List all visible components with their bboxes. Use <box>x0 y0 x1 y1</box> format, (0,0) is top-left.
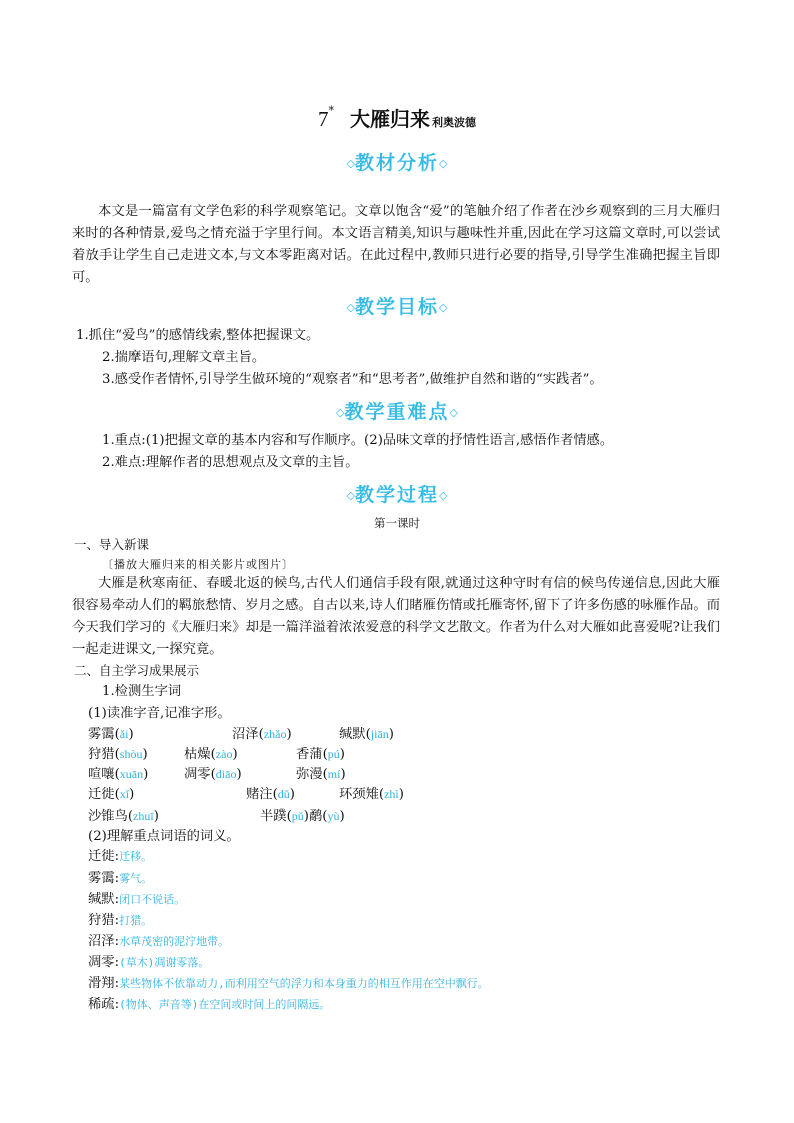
pinyin-entry: 雾霭(ǎi) <box>88 727 134 742</box>
section-heading-analysis: ◇教材分析◇ <box>346 152 448 174</box>
period-label: 第一课时 <box>374 516 420 530</box>
section-heading-key-points: ◇教学重难点◇ <box>336 401 458 423</box>
pinyin-entry: 弥漫(mí) <box>296 767 346 782</box>
pinyin-entry: 枯燥(zào) <box>184 747 238 762</box>
part1-paragraph: 大雁是秋寒南征、春暖北返的候鸟,古代人们通信手段有限,就通过这种守时有信的候鸟传递信息,因此大雁很容易牵动人们的羁旅愁情、岁月之感。自古以来,诗人们睹雁伤情或托雁寄怀,留下了许多伤感的咏雁作品。而今天我们学习的《大雁归来》却是一篇洋溢着浓浓爱意的科学文艺散文。作者为什么对大雁如此喜爱呢?让我们一起走进课文,一探究竟。 <box>72 576 720 657</box>
pinyin-entry: 香蒲(pú) <box>296 747 345 762</box>
goal-item: 2.揣摩语句,理解文章主旨。 <box>102 350 266 365</box>
diamond-icon: ◇ <box>346 157 355 170</box>
diamond-icon: ◇ <box>439 301 448 314</box>
diamond-icon: ◇ <box>439 157 448 170</box>
pinyin-entry: 迁徙(xǐ) <box>88 787 135 802</box>
pinyin-entry: 缄默(jiān) <box>339 727 394 742</box>
pinyin-entry: 狩猎(shòu) <box>88 747 148 762</box>
vocab-entry: 稀疏:(物体、声音等)在空间或时间上的间隔远。 <box>88 997 331 1012</box>
vocab-entry: 雾霭:雾气。 <box>88 871 153 886</box>
pinyin-entry: 喧嚷(xuān) <box>88 767 149 782</box>
item1-sub1: (1)读准字音,记准字形。 <box>88 706 231 721</box>
section-heading-goals: ◇教学目标◇ <box>346 296 448 318</box>
lesson-title <box>0 103 794 132</box>
pinyin-entry: 赌注(dǔ) <box>246 787 295 802</box>
vocab-entry: 滑翔:某些物体不依靠动力,而利用空气的浮力和本身重力的相互作用在空中飘行。 <box>88 976 489 991</box>
pinyin-entry: 环颈雉(zhì) <box>339 787 404 802</box>
vocab-entry: 沼泽:水草茂密的泥泞地带。 <box>88 934 230 949</box>
goal-item: 1.抓住“爱鸟”的感情线索,整体把握课文。 <box>76 328 320 343</box>
author-name: 利奥波德 <box>432 116 476 129</box>
item1-sub2: (2)理解重点词语的词义。 <box>88 829 240 844</box>
diamond-icon: ◇ <box>439 489 448 502</box>
lesson-number: 7 <box>318 107 329 131</box>
section-heading-process: ◇教学过程◇ <box>346 484 448 506</box>
pinyin-entry: 沙锥鸟(zhuī) <box>88 809 159 824</box>
vocab-entry: 缄默:闭口不说话。 <box>88 892 186 907</box>
vocab-entry: 迁徙:迁移。 <box>88 849 153 864</box>
item1-heading: 1.检测生字词 <box>102 684 182 699</box>
part1-heading: 一、导入新课 <box>74 537 150 552</box>
pinyin-entry: 半蹼(pǔ)鹬(yù) <box>260 809 345 824</box>
key-point-item: 2.难点:理解作者的思想观点及文章的主旨。 <box>102 455 359 470</box>
key-point-item: 1.重点:(1)把握文章的基本内容和写作顺序。(2)品味文章的抒情性语言,感悟作者情感。 <box>102 433 614 448</box>
diamond-icon: ◇ <box>346 301 355 314</box>
diamond-icon: ◇ <box>449 406 458 419</box>
diamond-icon: ◇ <box>336 406 345 419</box>
vocab-entry: 狩猎:打猎。 <box>88 913 153 928</box>
part1-note: 〔播放大雁归来的相关影片或图片〕 <box>102 558 294 571</box>
lesson-title-text: 大雁归来 <box>350 107 430 131</box>
vocab-entry: 凋零:(草木)凋谢零落。 <box>88 955 210 970</box>
part2-heading: 二、自主学习成果展示 <box>74 663 200 678</box>
pinyin-entry: 凋零(diāo) <box>184 767 242 782</box>
analysis-paragraph: 本文是一篇富有文学色彩的科学观察笔记。文章以饱含“爱”的笔触介绍了作者在沙乡观察到的三月大雁归来时的各种情景,爱鸟之情充溢于字里行间。本文语言精美,知识与趣味性并重,因此在学习这篇文章时,可以尝试着放手让学生自己走进文本,与文本零距离对话。在此过程中,教师只进行必要的指导,引导学生准确把握主旨即可。 <box>72 204 720 285</box>
optional-lesson-star: * <box>328 104 334 117</box>
pinyin-entry: 沼泽(zhǎo) <box>232 727 292 742</box>
diamond-icon: ◇ <box>346 489 355 502</box>
goal-item: 3.感受作者情怀,引导学生做环境的“观察者”和“思考者”,做维护自然和谐的“实践者”。 <box>102 372 603 387</box>
